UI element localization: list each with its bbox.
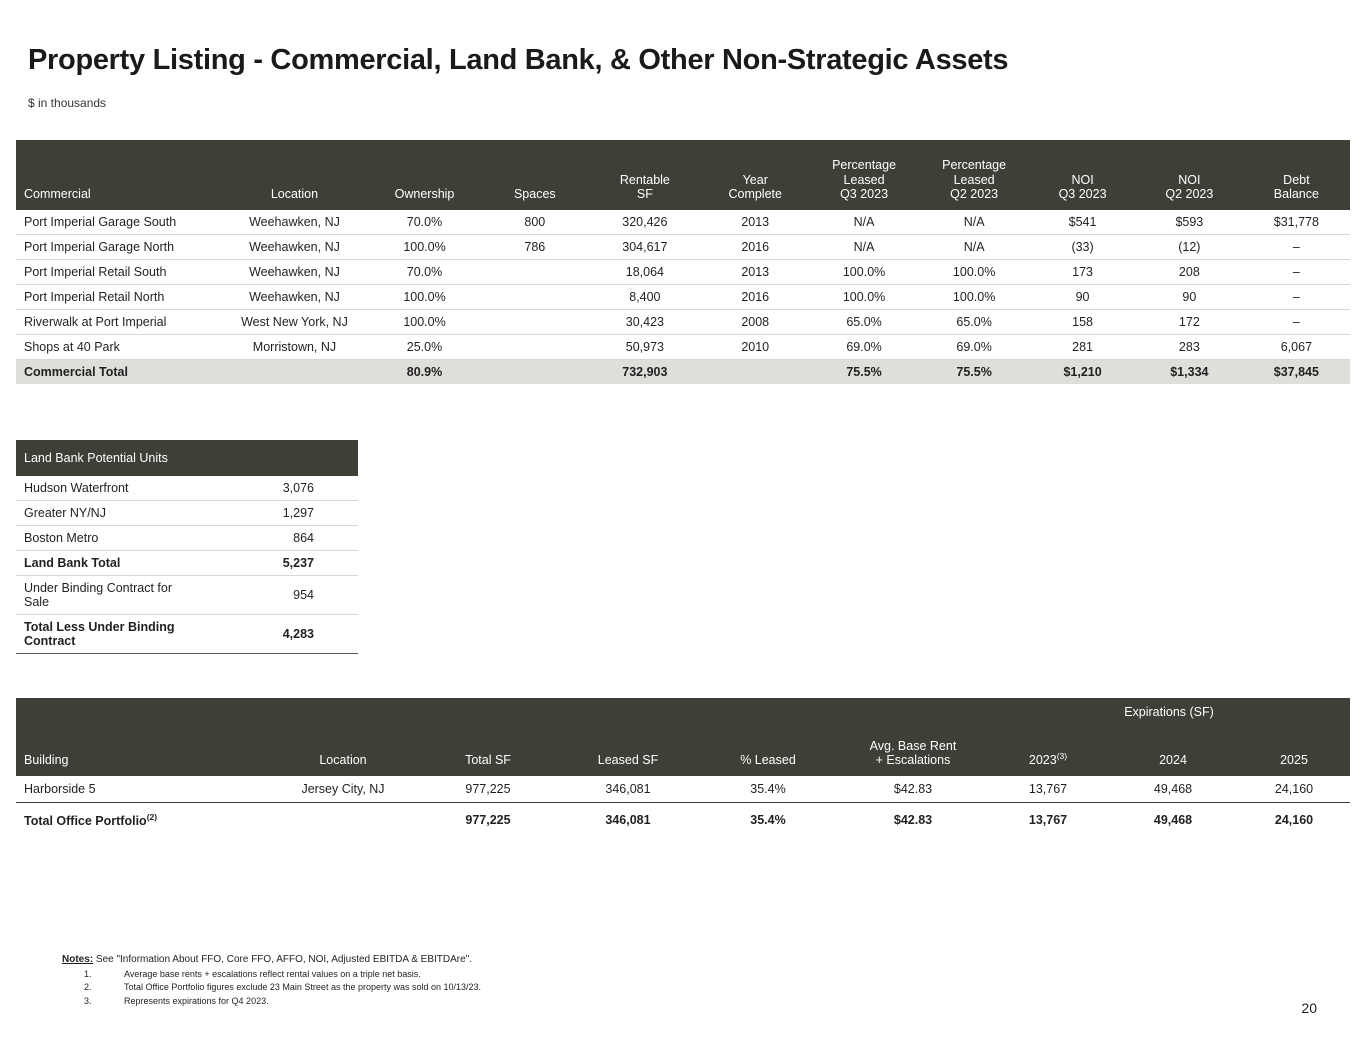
cell-office-total-location — [268, 803, 418, 835]
col-total-sf: Total SF — [418, 720, 558, 776]
cell-name: Riverwalk at Port Imperial — [16, 310, 221, 335]
cell-exp-2023: 13,767 — [1028, 782, 1068, 796]
col-debt-balance-line1: Debt — [1283, 172, 1310, 187]
col-noi-q2 — [1136, 140, 1243, 210]
list-item — [16, 526, 358, 551]
cell-ownership: 100.0% — [368, 310, 482, 335]
list-item — [16, 576, 358, 615]
col-noi-q3-line1: NOI — [1071, 172, 1094, 187]
notes-list — [62, 968, 481, 1010]
commercial-total-row — [16, 360, 1350, 385]
spacer-cell — [838, 698, 988, 720]
cell-total-sf: 977,225 — [465, 782, 511, 796]
cell-spaces — [481, 335, 588, 360]
land-bank-total-row — [16, 551, 358, 576]
cell-debt-balance: – — [1243, 235, 1350, 260]
col-year-complete — [701, 140, 809, 210]
cell-total-pct-q2: 75.5% — [919, 360, 1029, 385]
cell-total-spaces — [481, 360, 588, 385]
cell-office-total-exp-2024: 49,468 — [1108, 803, 1238, 835]
cell-pct-leased-q3: N/A — [809, 235, 919, 260]
spacer-cell — [268, 698, 418, 720]
cell-pct-leased-q2: 100.0% — [919, 260, 1029, 285]
cell-leased-sf: 346,081 — [605, 782, 651, 796]
cell-debt-balance: – — [1243, 285, 1350, 310]
cell-spaces: 800 — [481, 210, 588, 235]
cell-rentable-sf: 304,617 — [588, 235, 701, 260]
cell-net-total-units: 4,283 — [202, 615, 358, 654]
cell-total-location — [221, 360, 367, 385]
col-noi-q3-line2: Q3 2023 — [1058, 187, 1107, 202]
cell-pct-leased-q3: 65.0% — [809, 310, 919, 335]
note-number: 2. — [84, 982, 92, 993]
col-pct-leased-q2-line1: Percentage — [942, 157, 1007, 172]
land-bank-table — [16, 440, 358, 654]
spacer-cell — [558, 698, 698, 720]
commercial-table-header-row — [16, 140, 1350, 210]
office-total-row — [16, 803, 1350, 835]
cell-exp-2024: 49,468 — [1153, 782, 1193, 796]
cell-office-total-rent: $42.83 — [838, 803, 988, 835]
cell-noi-q2: 208 — [1136, 260, 1243, 285]
cell-land-bank-units: 3,076 — [202, 476, 358, 501]
cell-year-complete: 2016 — [701, 285, 809, 310]
cell-noi-q3: 173 — [1029, 260, 1136, 285]
cell-spaces: 786 — [481, 235, 588, 260]
cell-pct-leased-q3: 100.0% — [809, 260, 919, 285]
cell-noi-q2: 172 — [1136, 310, 1243, 335]
cell-noi-q3: 90 — [1029, 285, 1136, 310]
cell-total-noi-q2: $1,334 — [1136, 360, 1243, 385]
note-text: Represents expirations for Q4 2023. — [124, 996, 269, 1007]
cell-pct-leased: 35.4% — [750, 782, 786, 796]
cell-name: Port Imperial Garage North — [16, 235, 221, 260]
col-pct-leased-q2-line2: Leased — [953, 172, 995, 187]
cell-name: Port Imperial Garage South — [16, 210, 221, 235]
col-rentable-sf — [588, 140, 701, 210]
cell-location: Weehawken, NJ — [221, 285, 367, 310]
cell-debt-balance: – — [1243, 260, 1350, 285]
cell-land-bank-units: 864 — [202, 526, 358, 551]
notes-block — [62, 952, 481, 1009]
col-avg-base-rent-line1: Avg. Base Rent — [869, 738, 957, 753]
cell-avg-base-rent: $42.83 — [893, 782, 933, 796]
cell-rentable-sf: 30,423 — [588, 310, 701, 335]
cell-spaces — [481, 285, 588, 310]
cell-debt-balance: $31,778 — [1243, 210, 1350, 235]
notes-lead-text: See "Information About FFO, Core FFO, AFFO, NOI, Adjusted EBITDA & EBITDAre". — [95, 954, 473, 965]
cell-ownership: 100.0% — [368, 235, 482, 260]
office-group-header-row — [16, 698, 1350, 720]
cell-office-location: Jersey City, NJ — [301, 782, 385, 796]
note-item — [62, 995, 481, 1009]
cell-office-total-label-text: Total Office Portfolio — [24, 814, 147, 829]
cell-rentable-sf: 320,426 — [588, 210, 701, 235]
cell-name: Shops at 40 Park — [16, 335, 221, 360]
cell-year-complete: 2016 — [701, 235, 809, 260]
cell-office-total-sf: 977,225 — [418, 803, 558, 835]
table-row — [16, 235, 1350, 260]
cell-noi-q3: 281 — [1029, 335, 1136, 360]
col-avg-base-rent — [838, 720, 988, 776]
cell-spaces — [481, 260, 588, 285]
cell-office-total-pct: 35.4% — [698, 803, 838, 835]
col-pct-leased: % Leased — [698, 720, 838, 776]
col-noi-q2-line1: NOI — [1178, 172, 1201, 187]
cell-land-bank-total-label: Land Bank Total — [16, 551, 202, 576]
cell-under-contract-label: Under Binding Contract for Sale — [16, 576, 202, 615]
cell-noi-q3: 158 — [1029, 310, 1136, 335]
col-pct-leased-q3-line1: Percentage — [832, 157, 897, 172]
cell-location: Weehawken, NJ — [221, 235, 367, 260]
cell-office-total-leased-sf: 346,081 — [558, 803, 698, 835]
cell-pct-leased-q2: N/A — [919, 210, 1029, 235]
cell-year-complete: 2010 — [701, 335, 809, 360]
cell-land-bank-units: 1,297 — [202, 501, 358, 526]
col-exp-2024: 2024 — [1108, 720, 1238, 776]
cell-debt-balance: 6,067 — [1243, 335, 1350, 360]
col-building: Building — [16, 720, 268, 776]
cell-name: Port Imperial Retail South — [16, 260, 221, 285]
page-number: 20 — [1301, 1000, 1317, 1016]
col-commercial: Commercial — [16, 140, 221, 210]
land-bank-header: Land Bank Potential Units — [16, 440, 358, 476]
note-number: 3. — [84, 996, 92, 1007]
cell-total-rentable-sf: 732,903 — [588, 360, 701, 385]
col-exp-2023-footnote: (3) — [1056, 751, 1068, 762]
table-row — [16, 210, 1350, 235]
cell-ownership: 70.0% — [368, 210, 482, 235]
col-noi-q3 — [1029, 140, 1136, 210]
table-row — [16, 310, 1350, 335]
table-row — [16, 335, 1350, 360]
office-header-row — [16, 720, 1350, 776]
cell-pct-leased-q3: 69.0% — [809, 335, 919, 360]
cell-land-bank-label: Hudson Waterfront — [16, 476, 202, 501]
col-year-complete-line1: Year — [742, 172, 768, 187]
table-row — [16, 285, 1350, 310]
col-exp-2023 — [988, 720, 1108, 776]
cell-total-ownership: 80.9% — [368, 360, 482, 385]
page-title: Property Listing - Commercial, Land Bank, & Other Non-Strategic Assets — [28, 44, 1009, 76]
cell-total-debt: $37,845 — [1243, 360, 1350, 385]
note-item — [62, 981, 481, 995]
col-pct-leased-q3-line2: Leased — [843, 172, 885, 187]
cell-land-bank-label: Boston Metro — [16, 526, 202, 551]
cell-exp-2025: 24,160 — [1274, 782, 1314, 796]
office-portfolio-table — [16, 698, 1350, 834]
cell-pct-leased-q3: 100.0% — [809, 285, 919, 310]
commercial-table — [16, 140, 1350, 384]
note-item — [62, 968, 481, 982]
cell-under-contract-units: 954 — [202, 576, 358, 615]
cell-pct-leased-q2: N/A — [919, 235, 1029, 260]
col-avg-base-rent-line2: + Escalations — [875, 753, 951, 768]
col-noi-q2-line2: Q2 2023 — [1165, 187, 1214, 202]
spacer-cell — [16, 698, 268, 720]
note-number: 1. — [84, 968, 92, 979]
cell-noi-q2: 283 — [1136, 335, 1243, 360]
cell-office-total-footnote: (2) — [146, 812, 158, 822]
cell-land-bank-total-units: 5,237 — [202, 551, 358, 576]
col-pct-leased-q2-line3: Q2 2023 — [950, 187, 999, 202]
col-pct-leased-q3 — [809, 140, 919, 210]
cell-building: Harborside 5 — [24, 782, 96, 796]
cell-ownership: 100.0% — [368, 285, 482, 310]
cell-ownership: 70.0% — [368, 260, 482, 285]
col-expirations-group: Expirations (SF) — [988, 698, 1350, 720]
cell-debt-balance: – — [1243, 310, 1350, 335]
cell-noi-q2: (12) — [1136, 235, 1243, 260]
cell-office-total-label — [16, 803, 268, 835]
land-bank-header-row — [16, 440, 358, 476]
cell-total-noi-q3: $1,210 — [1029, 360, 1136, 385]
cell-rentable-sf: 8,400 — [588, 285, 701, 310]
col-debt-balance — [1243, 140, 1350, 210]
spacer-cell — [418, 698, 558, 720]
col-location: Location — [221, 140, 367, 210]
col-office-location: Location — [268, 720, 418, 776]
cell-total-label: Commercial Total — [16, 360, 221, 385]
land-bank-net-total-row — [16, 615, 358, 654]
col-pct-leased-q2 — [919, 140, 1029, 210]
col-pct-leased-q3-line3: Q3 2023 — [840, 187, 889, 202]
cell-rentable-sf: 18,064 — [588, 260, 701, 285]
col-spaces: Spaces — [481, 140, 588, 210]
col-debt-balance-line2: Balance — [1273, 187, 1319, 202]
notes-lead — [62, 952, 481, 968]
table-row — [16, 776, 1350, 803]
list-item — [16, 501, 358, 526]
table-row — [16, 260, 1350, 285]
cell-total-year — [701, 360, 809, 385]
cell-rentable-sf: 50,973 — [588, 335, 701, 360]
cell-pct-leased-q2: 65.0% — [919, 310, 1029, 335]
cell-noi-q2: 90 — [1136, 285, 1243, 310]
col-rentable-sf-line2: SF — [636, 187, 653, 202]
col-leased-sf: Leased SF — [558, 720, 698, 776]
note-text: Total Office Portfolio figures exclude 23 Main Street as the property was sold on 10/13/23. — [124, 982, 482, 993]
cell-net-total-label: Total Less Under Binding Contract — [16, 615, 202, 654]
cell-pct-leased-q3: N/A — [809, 210, 919, 235]
col-exp-2023-label: 2023 — [1028, 753, 1057, 768]
cell-land-bank-label: Greater NY/NJ — [16, 501, 202, 526]
cell-name: Port Imperial Retail North — [16, 285, 221, 310]
col-exp-2025: 2025 — [1238, 720, 1350, 776]
cell-total-pct-q3: 75.5% — [809, 360, 919, 385]
cell-spaces — [481, 310, 588, 335]
note-text: Average base rents + escalations reflect rental values on a triple net basis. — [124, 968, 421, 979]
cell-office-total-exp-2023: 13,767 — [988, 803, 1108, 835]
cell-noi-q2: $593 — [1136, 210, 1243, 235]
cell-location: Morristown, NJ — [221, 335, 367, 360]
page-subtitle: $ in thousands — [28, 96, 107, 110]
cell-location: West New York, NJ — [221, 310, 367, 335]
cell-year-complete: 2013 — [701, 260, 809, 285]
cell-pct-leased-q2: 69.0% — [919, 335, 1029, 360]
notes-label: Notes: — [62, 954, 94, 965]
cell-ownership: 25.0% — [368, 335, 482, 360]
cell-pct-leased-q2: 100.0% — [919, 285, 1029, 310]
col-year-complete-line2: Complete — [728, 187, 782, 202]
col-ownership: Ownership — [368, 140, 482, 210]
spacer-cell — [698, 698, 838, 720]
cell-year-complete: 2008 — [701, 310, 809, 335]
list-item — [16, 476, 358, 501]
col-rentable-sf-line1: Rentable — [619, 172, 670, 187]
cell-location: Weehawken, NJ — [221, 210, 367, 235]
cell-noi-q3: (33) — [1029, 235, 1136, 260]
cell-year-complete: 2013 — [701, 210, 809, 235]
cell-location: Weehawken, NJ — [221, 260, 367, 285]
cell-office-total-exp-2025: 24,160 — [1238, 803, 1350, 835]
cell-noi-q3: $541 — [1029, 210, 1136, 235]
